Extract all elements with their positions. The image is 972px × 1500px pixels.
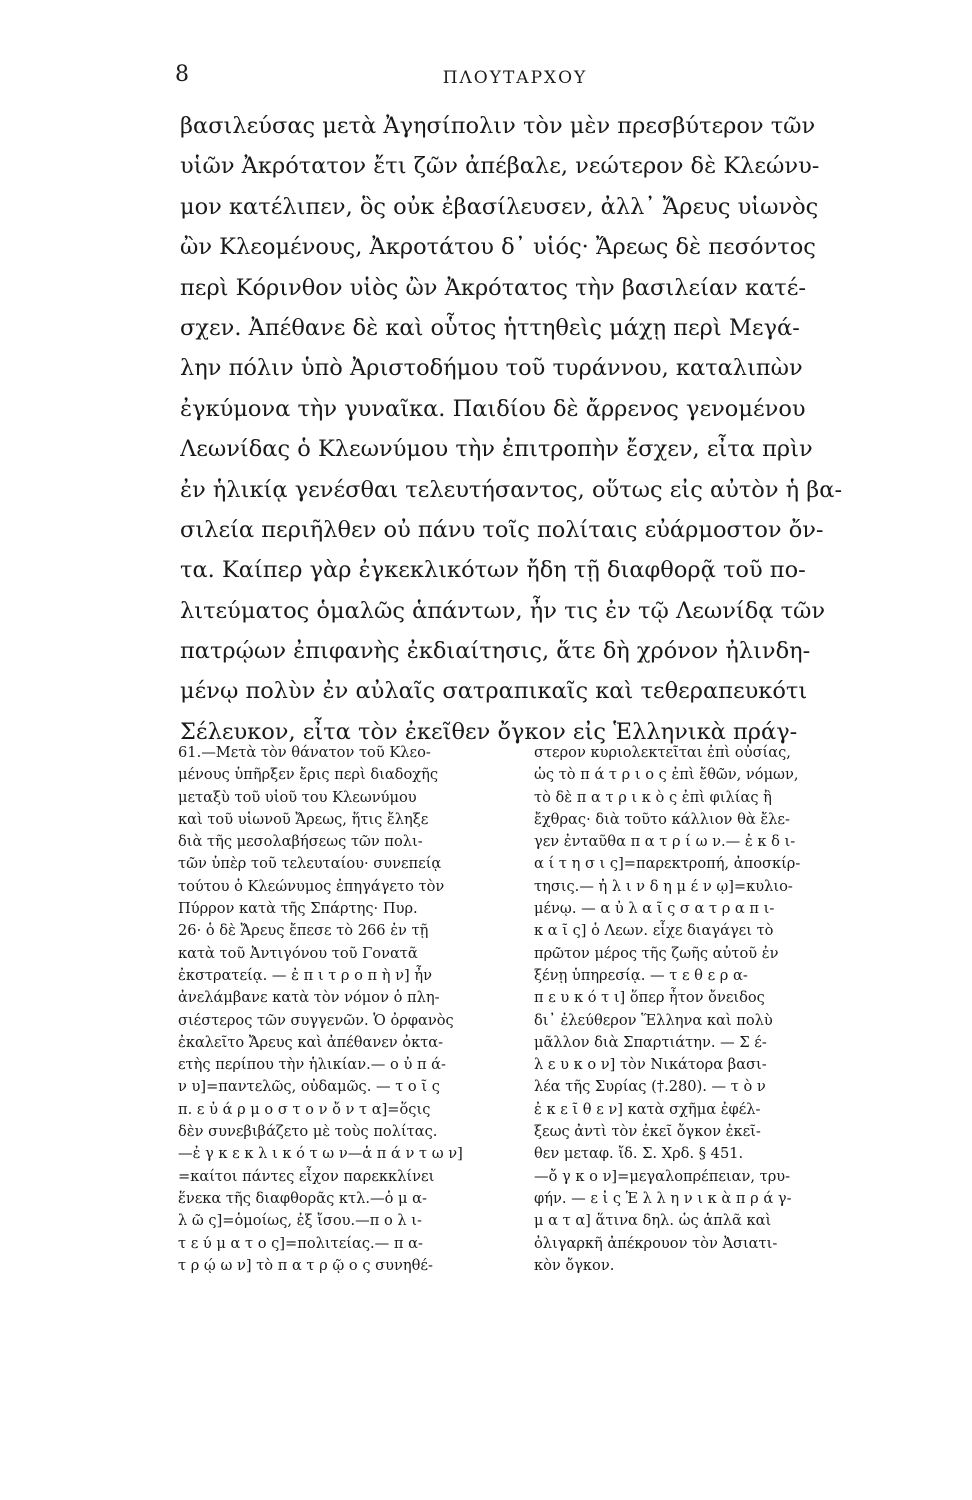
note-line: λ ῶ ς]=ὁμοίως, ἐξ ἴσου.—π ο λ ι- — [178, 1212, 422, 1230]
note-line: τησις.— ἠ λ ι ν δ η μ έ ν ῳ]=κυλιο- — [534, 877, 793, 895]
main-text — [180, 106, 860, 752]
note-line: π. ε ὐ ά ρ μ ο σ τ ο ν ὄ ν τ α]=ὅςις — [178, 1100, 431, 1118]
note-line: δὲν συνεβιβάζετο μὲ τοὺς πολίτας. — [178, 1123, 438, 1141]
note-line: μεταξὺ τοῦ υἱοῦ του Κλεωνύμου — [178, 788, 417, 806]
note-line: πρῶτον μέρος τῆς ζωῆς αὐτοῦ ἐν — [534, 944, 779, 962]
note-line: μένῳ. — α ὐ λ α ῖ ς σ α τ ρ α π ι- — [534, 900, 775, 918]
text-line: περὶ Κόρινθον υἱὸς ὢν Ἀκρότατος τὴν βασιλείαν κατέ- — [180, 274, 806, 301]
page-header — [175, 62, 855, 92]
note-line: καὶ τοῦ υἱωνοῦ Ἄρεως, ἥτις ἔληξε — [178, 810, 429, 828]
note-line: στερον κυριολεκτεῖται ἐπὶ οὐσίας, — [534, 744, 791, 761]
note-line: α ί τ η σ ι ς]=παρεκτροπή, ἀποσκίρ- — [534, 855, 801, 873]
note-line: κατὰ τοῦ Ἀντιγόνου τοῦ Γονατᾶ — [178, 944, 418, 962]
note-line: λ ε υ κ ο ν] τὸν Νικάτορα βασι- — [534, 1056, 767, 1074]
note-line: ἀνελάμβανε κατὰ τὸν νόμον ὁ πλη- — [178, 989, 440, 1007]
note-line: γεν ἐνταῦθα π α τ ρ ί ω ν.— ἐ κ δ ι- — [534, 833, 796, 851]
note-line: ν υ]=παντελῶς, οὐδαμῶς. — τ ο ῖ ς — [178, 1078, 440, 1096]
text-line: ἐν ἡλικίᾳ γενέσθαι τελευτήσαντος, οὕτως εἰς αὐτὸν ἡ βα- — [180, 476, 843, 503]
text-line: υἱῶν Ἀκρότατον ἔτι ζῶν ἀπέβαλε, νεώτερον δὲ Κλεώνυ- — [180, 153, 820, 180]
note-line: τὸ δὲ π α τ ρ ι κ ὸ ς ἐπὶ φιλίας ἢ — [534, 788, 772, 806]
note-line: κ α ῖ ς] ὁ Λεων. εἶχε διαγάγει τὸ — [534, 922, 774, 940]
commentary-notes — [178, 742, 866, 1442]
note-line: Πύρρον κατὰ τῆς Σπάρτης· Πυρ. — [178, 900, 418, 918]
note-line: τῶν ὑπὲρ τοῦ τελευταίου· συνεπείᾳ — [178, 855, 442, 873]
text-line: τα. Καίπερ γὰρ ἐγκεκλικότων ἤδη τῇ διαφθορᾷ τοῦ πο- — [180, 557, 806, 584]
notes-left-column — [178, 742, 498, 1277]
note-line: ἕνεκα τῆς διαφθορᾶς κτλ.—ὁ μ α- — [178, 1189, 427, 1207]
note-line: φήν. — ε ἰ ς Ἑ λ λ η ν ι κ ὰ π ρ ά γ- — [534, 1189, 792, 1207]
text-line: Σέλευκον, εἶτα τὸν ἐκεῖθεν ὄγκον εἰς Ἑλληνικὰ πράγ- — [180, 718, 798, 745]
text-line: ἐγκύμονα τὴν γυναῖκα. Παιδίου δὲ ἄρρενος γενομένου — [180, 395, 806, 422]
note-line: π ε υ κ ό τ ι] ὅπερ ἦτον ὄνειδος — [534, 989, 765, 1007]
text-line: μένῳ πολὺν ἐν αὐλαῖς σατραπικαῖς καὶ τεθεραπευκότι — [180, 678, 808, 705]
note-line: 61.—Μετὰ τὸν θάνατον τοῦ Κλεο- — [178, 744, 431, 761]
note-line: —ἐ γ κ ε κ λ ι κ ό τ ω ν—ἁ π ά ν τ ω ν] — [178, 1145, 463, 1163]
text-line: λην πόλιν ὑπὸ Ἀριστοδήμου τοῦ τυράννου, καταλιπὼν — [180, 355, 803, 382]
text-line: ὢν Κλεομένους, Ἀκροτάτου δ᾽ υἱός· Ἄρεως δὲ πεσόντος — [180, 234, 816, 261]
note-line: ξένῃ ὑπηρεσίᾳ. — τ ε θ ε ρ α- — [534, 966, 748, 984]
note-line: μένους ὑπῆρξεν ἔρις περὶ διαδοχῆς — [178, 766, 439, 784]
running-head: ΠΛΟΥΤΑΡΧΟΥ — [442, 68, 588, 88]
text-line: Λεωνίδας ὁ Κλεωνύμου τὴν ἐπιτροπὴν ἔσχεν, εἶτα πρὶν — [180, 436, 813, 463]
note-line: ξεως ἀντὶ τὸν ἐκεῖ ὄγκον ἐκεῖ- — [534, 1123, 761, 1141]
text-line: σιλεία περιῆλθεν οὐ πάνυ τοῖς πολίταις εὐάρμοστον ὄν- — [180, 516, 824, 543]
note-line: ἐ κ ε ῖ θ ε ν] κατὰ σχῆμα ἐφέλ- — [534, 1100, 761, 1118]
text-line: σχεν. Ἀπέθανε δὲ καὶ οὗτος ἡττηθεὶς μάχῃ περὶ Μεγά- — [180, 314, 800, 341]
note-line: ετὴς περίπου τὴν ἡλικίαν.— ο ὐ π ά- — [178, 1056, 446, 1074]
note-line: ὡς τὸ π ά τ ρ ι ο ς ἐπὶ ἔθῶν, νόμων, — [534, 766, 799, 784]
note-line: τούτου ὁ Κλεώνυμος ἐπηγάγετο τὸν — [178, 877, 445, 895]
note-line: μᾶλλον διὰ Σπαρτιάτην. — Σ έ- — [534, 1033, 767, 1051]
note-line: τ ρ ῴ ω ν] τὸ π α τ ρ ῷ ο ς συνηθέ- — [178, 1256, 433, 1274]
note-line: —ὄ γ κ ο ν]=μεγαλοπρέπειαν, τρυ- — [534, 1167, 791, 1185]
note-line: τ ε ύ μ α τ ο ς]=πολιτείας.— π α- — [178, 1234, 423, 1252]
note-line: 26· ὁ δὲ Ἄρευς ἔπεσε τὸ 266 ἐν τῇ — [178, 922, 429, 940]
note-line: =καίτοι πάντες εἶχον παρεκκλίνει — [178, 1167, 435, 1185]
text-line: βασιλεύσας μετὰ Ἀγησίπολιν τὸν μὲν πρεσβύτερον τῶν — [180, 113, 816, 139]
note-line: ὀλιγαρκῆ ἀπέκρουον τὸν Ἀσιατι- — [534, 1234, 778, 1252]
note-line: σιέστερος τῶν συγγενῶν. Ὁ ὀρφανὸς — [178, 1011, 454, 1029]
note-line: λέα τῆς Συρίας (†.280). — τ ὸ ν — [534, 1078, 766, 1096]
note-line: μ α τ α] ἅτινα δηλ. ὡς ἁπλᾶ καὶ — [534, 1212, 772, 1230]
note-line: ἔχθρας· διὰ τοῦτο κάλλιον θὰ ἔλε- — [534, 810, 790, 828]
page-number: 8 — [175, 62, 189, 87]
note-line: ἐκστρατείᾳ. — ἐ π ι τ ρ ο π ὴ ν] ἦν — [178, 966, 432, 984]
text-line: μον κατέλιπεν, ὃς οὐκ ἐβασίλευσεν, ἀλλ᾽ Ἄρευς υἱωνὸς — [180, 193, 819, 220]
text-line: πατρῴων ἐπιφανὴς ἐκδιαίτησις, ἅτε δὴ χρόνον ἠλινδη- — [180, 638, 811, 665]
note-line: ἐκαλεῖτο Ἄρευς καὶ ἀπέθανεν ὀκτα- — [178, 1033, 444, 1051]
note-line: θεν μεταφ. ἴδ. Σ. Χρδ. § 451. — [534, 1145, 744, 1163]
text-line: λιτεύματος ὁμαλῶς ἁπάντων, ἦν τις ἐν τῷ Λεωνίδᾳ τῶν — [180, 597, 826, 624]
note-line: διὰ τῆς μεσολαβήσεως τῶν πολι- — [178, 833, 423, 851]
notes-right-column — [534, 742, 854, 1277]
note-line: κὸν ὄγκον. — [534, 1256, 615, 1274]
note-line: δι᾽ ἐλεύθερον Ἕλληνα καὶ πολὺ — [534, 1011, 773, 1029]
